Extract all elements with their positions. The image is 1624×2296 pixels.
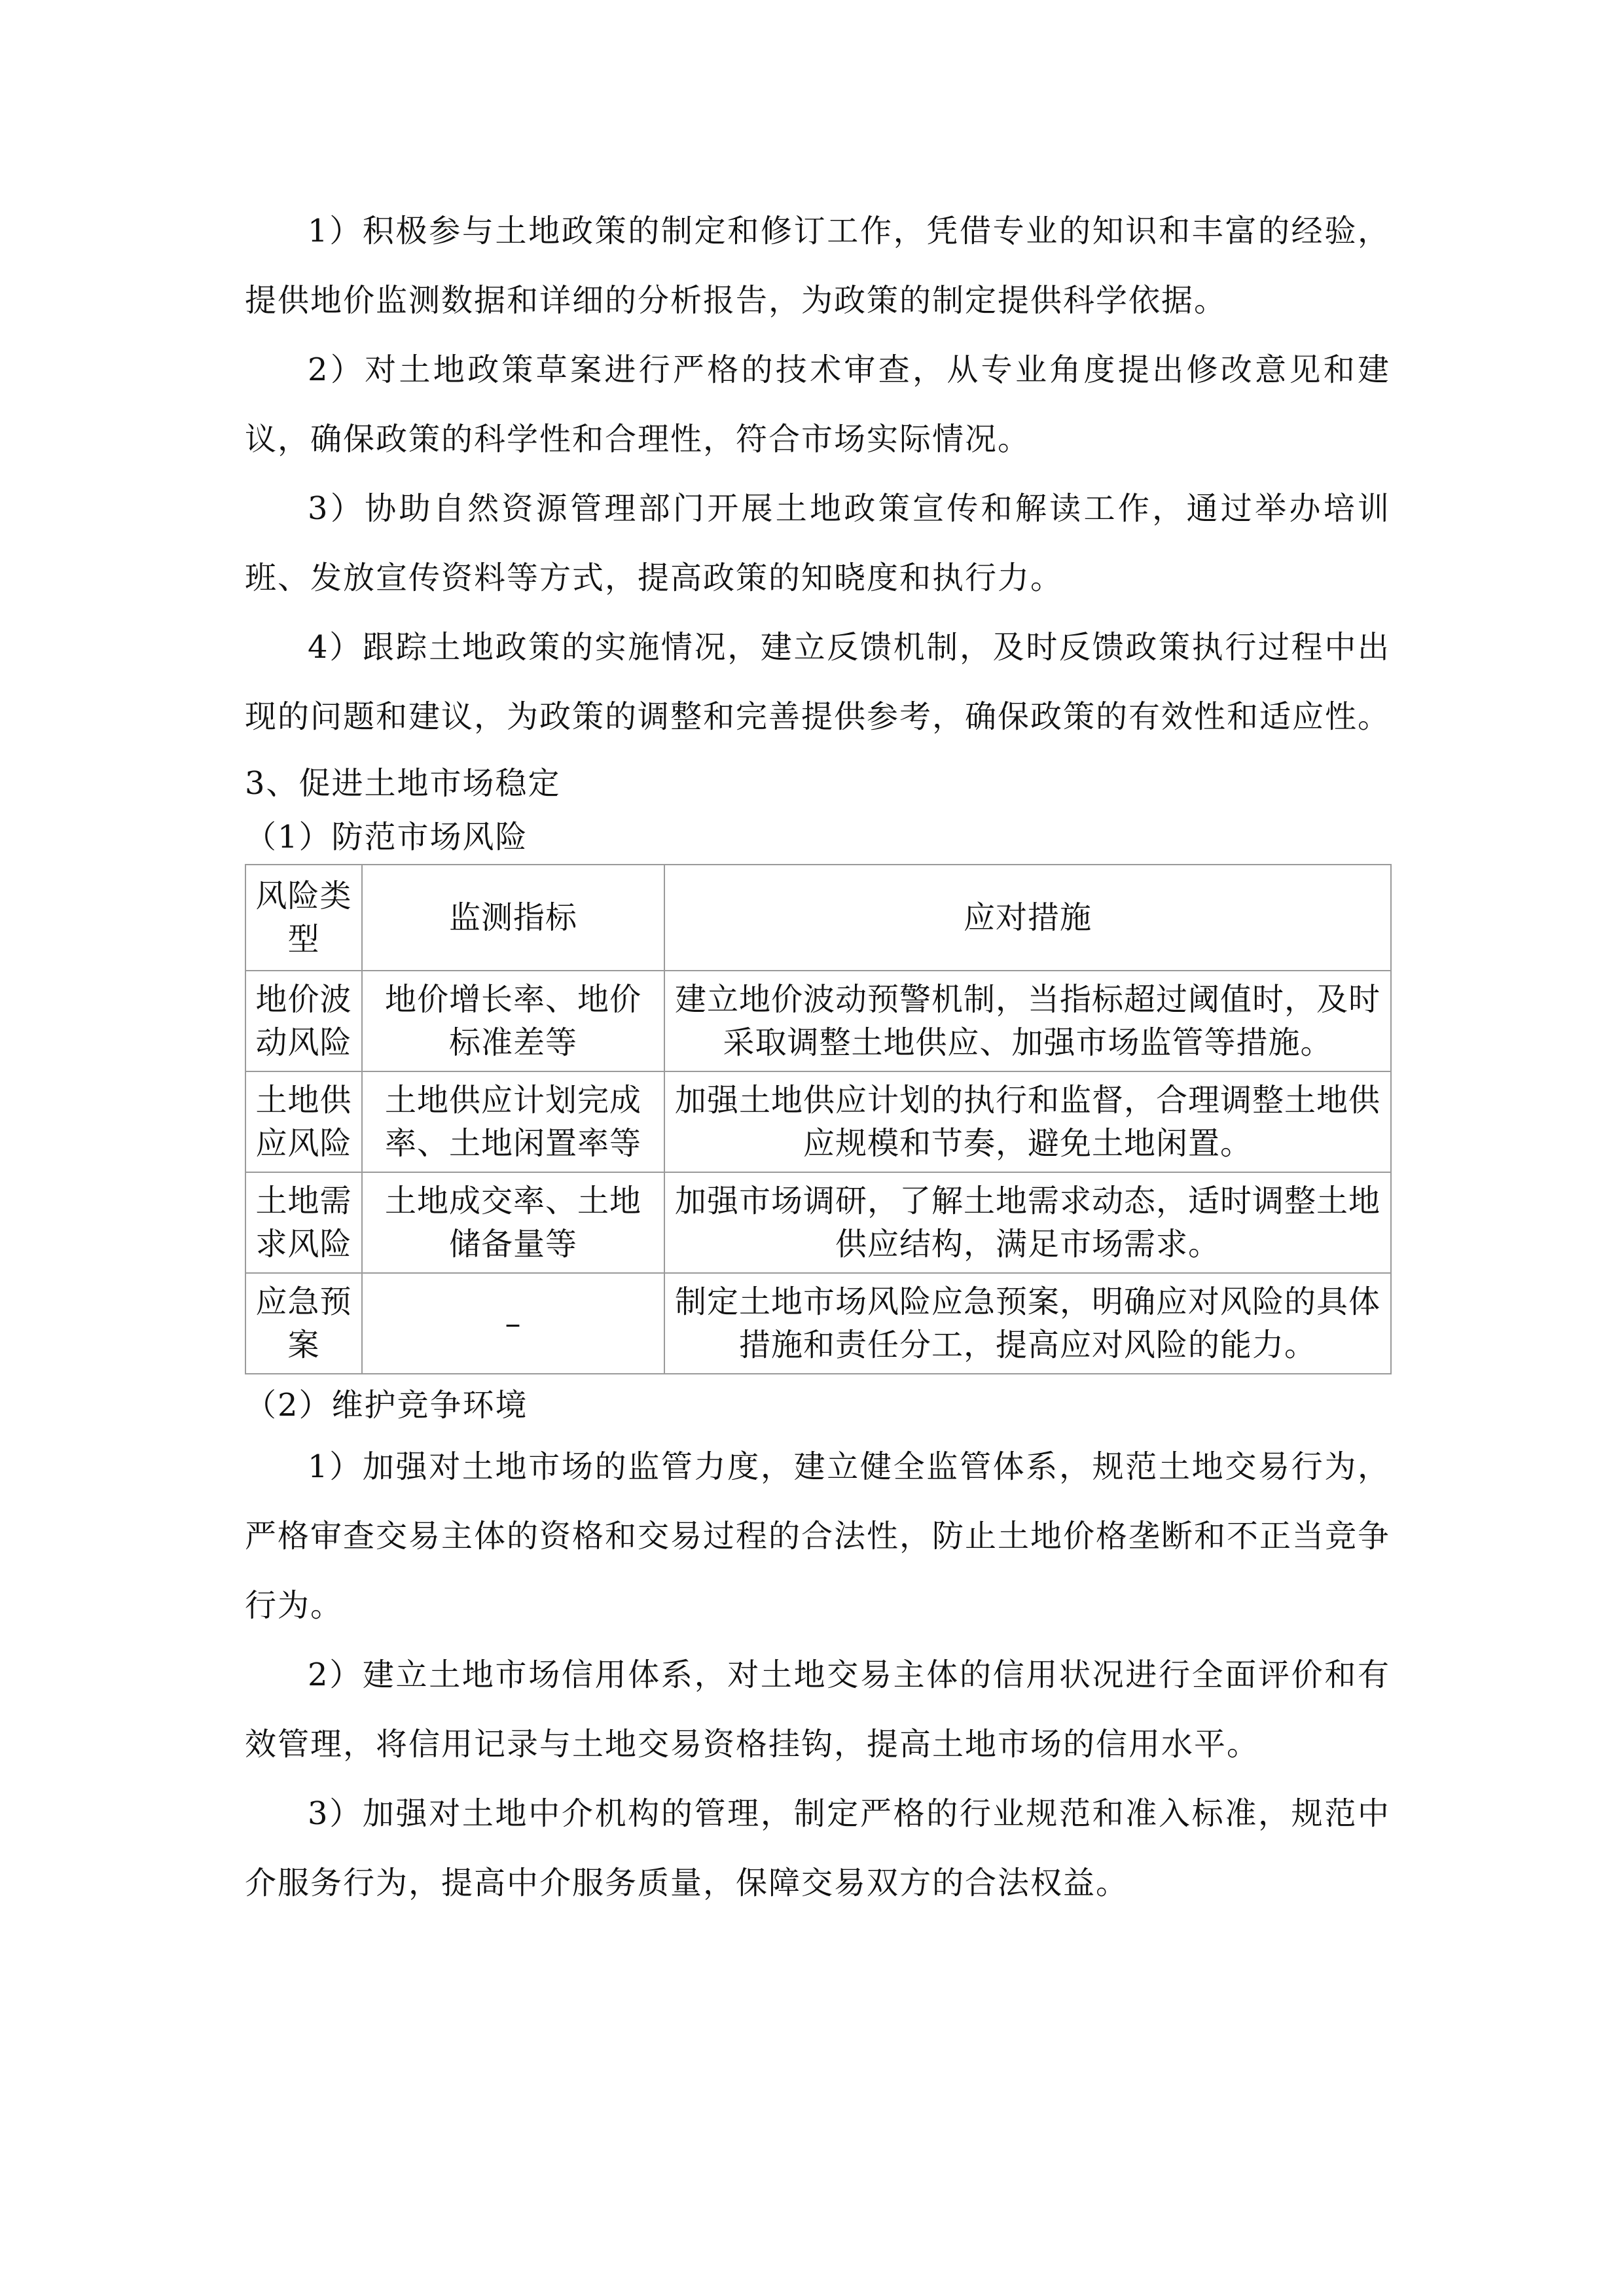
competition-paragraph-2: 2）建立土地市场信用体系，对土地交易主体的信用状况进行全面评价和有效管理，将信用记录与土地交易资格挂钩，提高土地市场的信用水平。 bbox=[245, 1657, 1390, 1763]
section-3-heading: 3、促进土地市场稳定 bbox=[245, 765, 561, 802]
table-cell-measures: 制定土地市场风险应急预案，明确应对风险的具体措施和责任分工，提高应对风险的能力。 bbox=[664, 1273, 1391, 1374]
table-header-indicator: 监测指标 bbox=[362, 865, 664, 971]
intro-paragraph-3: 3）协助自然资源管理部门开展土地政策宣传和解读工作，通过举办培训班、发放宣传资料等方式，提高政策的知晓度和执行力。 bbox=[245, 490, 1390, 596]
table-row bbox=[245, 971, 1391, 1071]
table-header-measures: 应对措施 bbox=[664, 865, 1391, 971]
table-row bbox=[245, 1172, 1391, 1273]
table-header-row bbox=[245, 865, 1391, 971]
intro-paragraph-4: 4）跟踪土地政策的实施情况，建立反馈机制，及时反馈政策执行过程中出现的问题和建议，为政策的调整和完善提供参考，确保政策的有效性和适应性。 bbox=[245, 629, 1391, 735]
table-cell-indicator: 土地成交率、土地储备量等 bbox=[362, 1172, 664, 1273]
subsection-1-heading: （1）防范市场风险 bbox=[245, 819, 528, 855]
table-cell-measures: 加强市场调研，了解土地需求动态，适时调整土地供应结构，满足市场需求。 bbox=[664, 1172, 1391, 1273]
document-page bbox=[245, 196, 1390, 1918]
competition-paragraph-1: 1）加强对土地市场的监管力度，建立健全监管体系，规范土地交易行为，严格审查交易主体的资格和交易过程的合法性，防止土地价格垄断和不正当竞争行为。 bbox=[245, 1448, 1391, 1624]
risk-table bbox=[245, 864, 1392, 1374]
intro-paragraph-1: 1）积极参与土地政策的制定和修订工作，凭借专业的知识和丰富的经验，提供地价监测数据和详细的分析报告，为政策的制定提供科学依据。 bbox=[245, 213, 1390, 319]
table-cell-risk-type: 土地需求风险 bbox=[245, 1172, 362, 1273]
table-cell-indicator: – bbox=[362, 1273, 664, 1374]
subsection-2-heading: （2）维护竞争环境 bbox=[245, 1387, 528, 1424]
table-row bbox=[245, 1273, 1391, 1374]
table-cell-measures: 建立地价波动预警机制，当指标超过阈值时，及时采取调整土地供应、加强市场监管等措施。 bbox=[664, 971, 1391, 1071]
competition-paragraph-3: 3）加强对土地中介机构的管理，制定严格的行业规范和准入标准，规范中介服务行为，提高中介服务质量，保障交易双方的合法权益。 bbox=[245, 1795, 1390, 1901]
table-header-risk-type: 风险类型 bbox=[245, 865, 362, 971]
table-row bbox=[245, 1071, 1391, 1172]
table-cell-risk-type: 地价波动风险 bbox=[245, 971, 362, 1071]
table-cell-indicator: 土地供应计划完成率、土地闲置率等 bbox=[362, 1071, 664, 1172]
table-cell-measures: 加强土地供应计划的执行和监督，合理调整土地供应规模和节奏，避免土地闲置。 bbox=[664, 1071, 1391, 1172]
table-cell-risk-type: 应急预案 bbox=[245, 1273, 362, 1374]
table-cell-risk-type: 土地供应风险 bbox=[245, 1071, 362, 1172]
table-cell-indicator: 地价增长率、地价标准差等 bbox=[362, 971, 664, 1071]
intro-paragraph-2: 2）对土地政策草案进行严格的技术审查，从专业角度提出修改意见和建议，确保政策的科学性和合理性，符合市场实际情况。 bbox=[245, 351, 1390, 457]
